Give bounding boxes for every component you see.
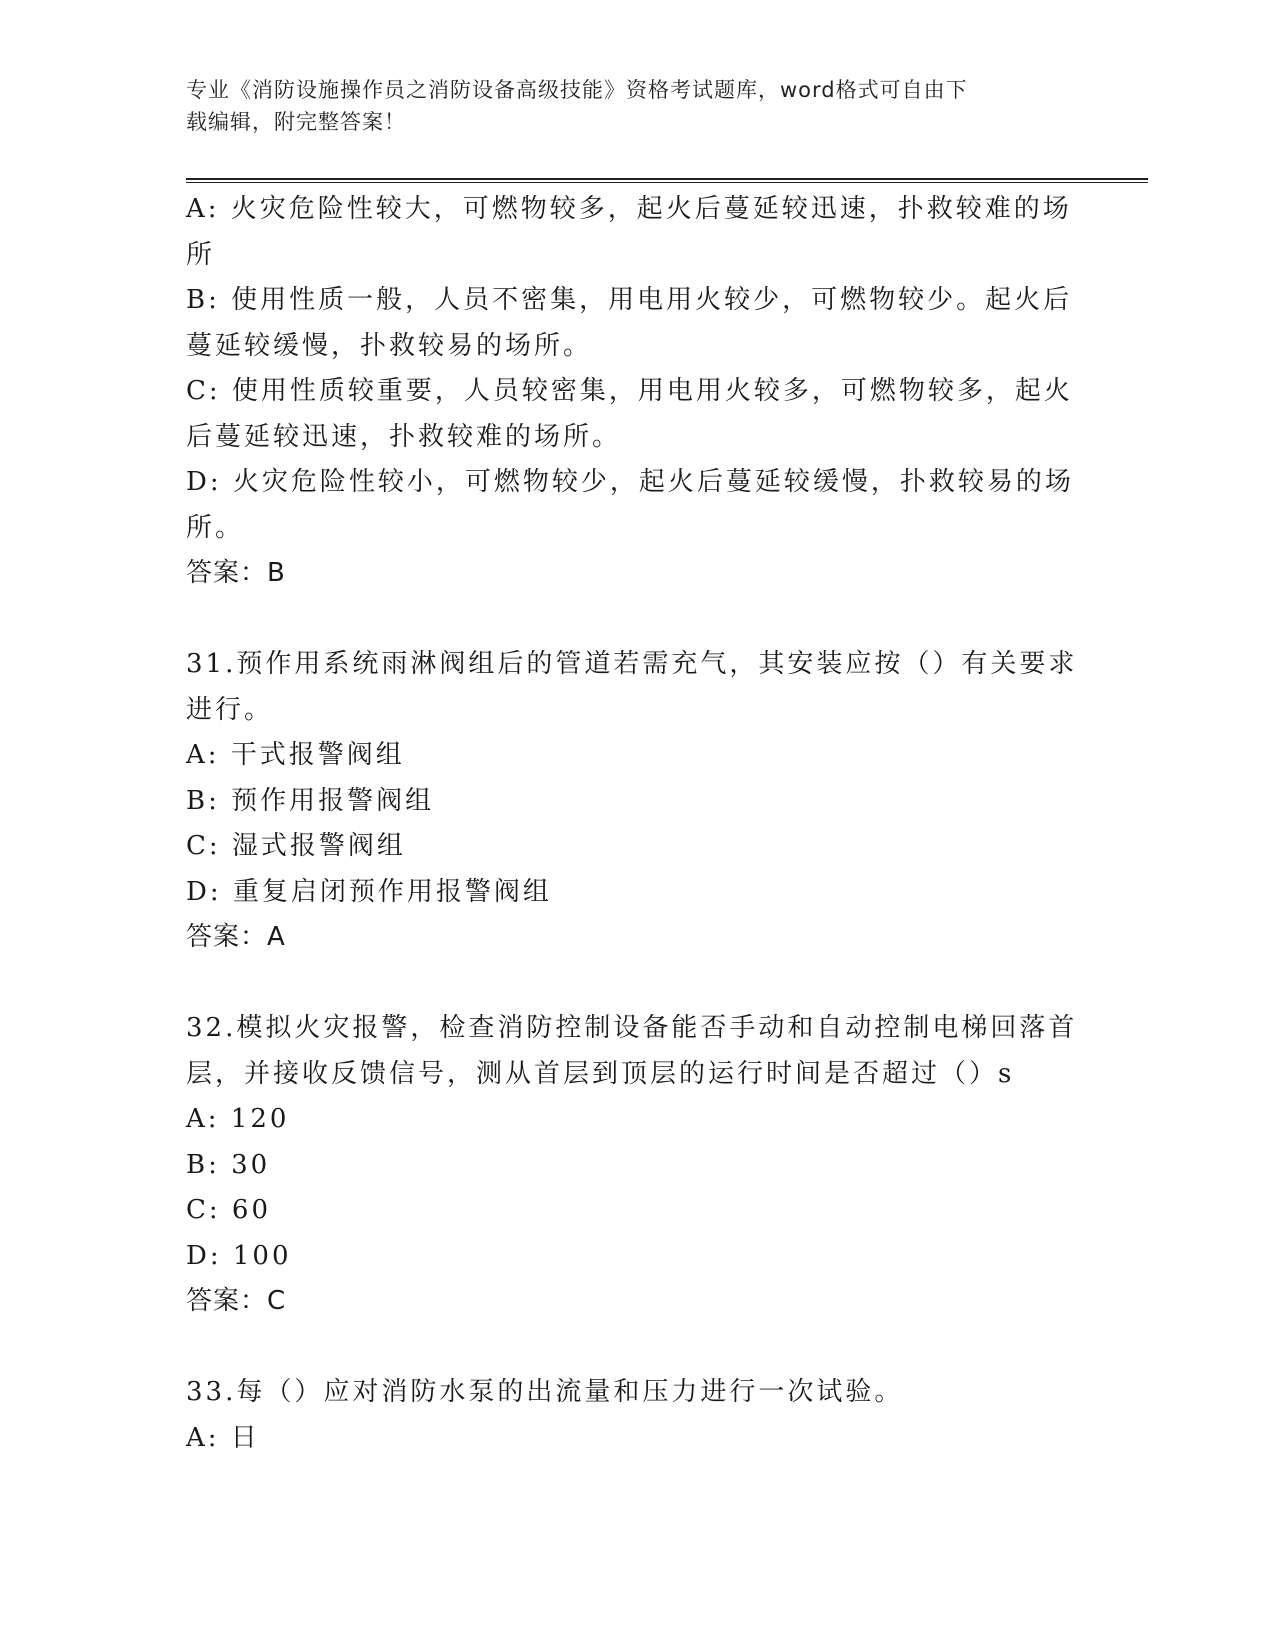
document-body <box>186 187 1078 1461</box>
option-d <box>186 460 1074 551</box>
option-line: 所。 <box>186 512 245 543</box>
header-rule-thin <box>186 182 1148 183</box>
option-d: D: 100 <box>186 1240 292 1271</box>
question-33 <box>186 1370 1066 1461</box>
header-rule-thick <box>186 178 1148 180</box>
question-stem: 进行。 <box>186 694 274 725</box>
question-31 <box>186 642 1078 961</box>
option-d: D: 重复启闭预作用报警阀组 <box>186 876 552 907</box>
question-stem: 层，并接收反馈信号，测从首层到顶层的运行时间是否超过（）s <box>186 1058 1015 1089</box>
option-line: 后蔓延较迅速，扑救较难的场所。 <box>186 421 622 452</box>
answer: 答案：B <box>186 558 286 588</box>
spacer <box>186 961 1066 1007</box>
option-b: B: 预作用报警阀组 <box>186 785 435 816</box>
option-c <box>186 369 1073 460</box>
spacer <box>186 597 1066 643</box>
option-line: B: 使用性质一般，人员不密集，用电用火较少，可燃物较少。起火后 <box>186 285 1073 315</box>
answer: 答案：C <box>186 1286 287 1316</box>
option-b <box>186 278 1073 369</box>
option-a: A: 干式报警阀组 <box>186 740 405 770</box>
option-line: 蔓延较缓慢，扑救较易的场所。 <box>186 330 593 361</box>
answer: 答案：A <box>186 922 286 952</box>
option-c: C: 湿式报警阀组 <box>186 831 406 861</box>
option-line: D: 火灾危险性较小，可燃物较少，起火后蔓延较缓慢，扑救较易的场 <box>186 467 1074 497</box>
option-c: C: 60 <box>186 1195 272 1225</box>
question-stem: 32.模拟火灾报警，检查消防控制设备能否手动和自动控制电梯回落首 <box>186 1013 1078 1043</box>
option-a: A: 120 <box>186 1104 290 1134</box>
option-line: 所 <box>186 239 216 270</box>
question-32 <box>186 1006 1078 1325</box>
spacer <box>186 1325 1066 1371</box>
option-a: A: 日 <box>186 1422 260 1453</box>
option-b: B: 30 <box>186 1149 271 1180</box>
option-line: A: 火灾危险性较大，可燃物较多，起火后蔓延较迅速，扑救较难的场 <box>186 194 1072 224</box>
option-line: C: 使用性质较重要，人员较密集，用电用火较多，可燃物较多，起火 <box>186 376 1073 406</box>
header-line-1: 专业《消防设施操作员之消防设备高级技能》资格考试题库，word格式可自由下 <box>186 78 968 102</box>
document-header <box>186 74 1066 138</box>
option-a <box>186 187 1072 278</box>
question-30-continuation <box>186 187 1074 597</box>
question-stem: 31.预作用系统雨淋阀组后的管道若需充气，其安装应按（）有关要求 <box>186 649 1078 679</box>
question-stem: 33.每（）应对消防水泵的出流量和压力进行一次试验。 <box>186 1377 904 1407</box>
header-line-2: 载编辑，附完整答案！ <box>186 110 406 134</box>
